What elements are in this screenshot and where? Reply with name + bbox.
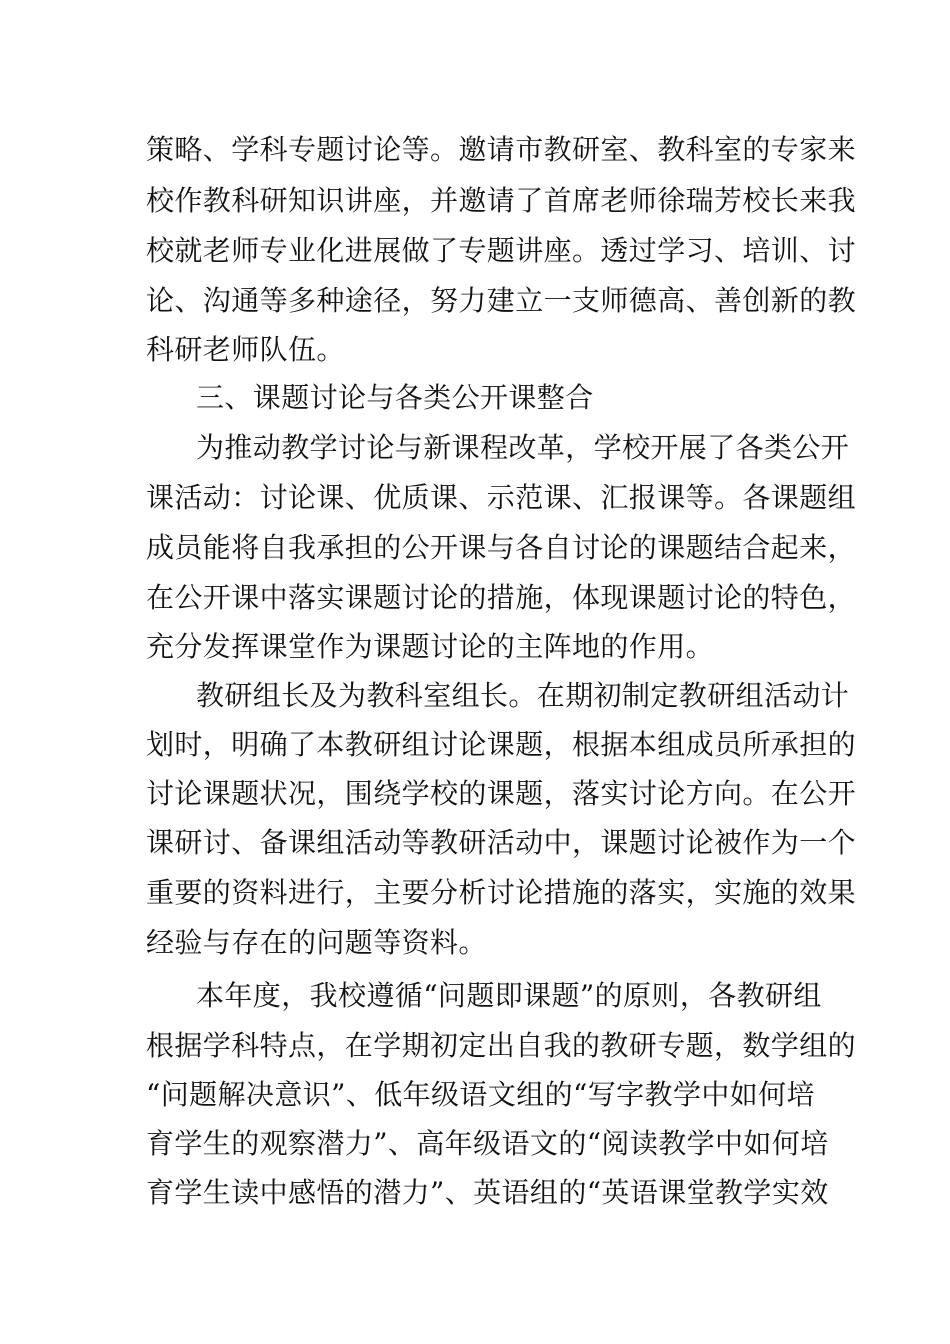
body-text-line: 划时，明确了本教研组讨论课题，根据本组成员所承担的 [146, 728, 857, 761]
body-text-line: 育学生的观察潜力”、高年级语文的“阅读教学中如何培 [146, 1127, 829, 1160]
body-text-line: 重要的资料进行，主要分析讨论措施的落实，实施的效果 [146, 876, 857, 909]
body-text-line: 策略、学科专题讨论等。邀请市教研室、教科室的专家来 [146, 133, 857, 166]
body-text-line: 讨论课题状况，围绕学校的课题，落实讨论方向。在公开 [146, 777, 857, 810]
body-text-line: 充分发挥课堂作为课题讨论的主阵地的作用。 [146, 630, 715, 663]
paragraph-first-line: 教研组长及为教科室组长。在期初制定教研组活动计 [196, 679, 850, 712]
body-text-line: 课研讨、备课组活动等教研活动中，课题讨论被作为一个 [146, 826, 857, 859]
body-text-line: “问题解决意识”、低年级语文组的“写字教学中如何培 [146, 1078, 815, 1111]
body-text-line: 校就老师专业化进展做了专题讲座。透过学习、培训、讨 [146, 234, 857, 267]
body-text-line: 经验与存在的问题等资料。 [146, 926, 487, 959]
body-text-line: 科研老师队伍。 [146, 333, 345, 366]
body-text-line: 论、沟通等多种途径，努力建立一支师德高、善创新的教 [146, 284, 857, 317]
body-text-line: 育学生读中感悟的潜力”、英语组的“英语课堂教学实效 [146, 1176, 829, 1209]
body-text-line: 在公开课中落实课题讨论的措施，体现课题讨论的特色， [146, 581, 857, 614]
paragraph-first-line: 本年度，我校遵循“问题即课题”的原则，各教研组 [196, 979, 822, 1012]
body-text-line: 校作教科研知识讲座，并邀请了首席老师徐瑞芳校长来我 [146, 184, 857, 217]
body-text-line: 成员能将自我承担的公开课与各自讨论的课题结合起来， [146, 531, 857, 564]
body-text-line: 根据学科特点，在学期初定出自我的教研专题，数学组的 [146, 1029, 857, 1062]
paragraph-first-line: 为推动教学讨论与新课程改革，学校开展了各类公开 [196, 431, 850, 464]
section-heading: 三、课题讨论与各类公开课整合 [196, 381, 594, 414]
body-text-line: 课活动：讨论课、优质课、示范课、汇报课等。各课题组 [146, 481, 857, 514]
